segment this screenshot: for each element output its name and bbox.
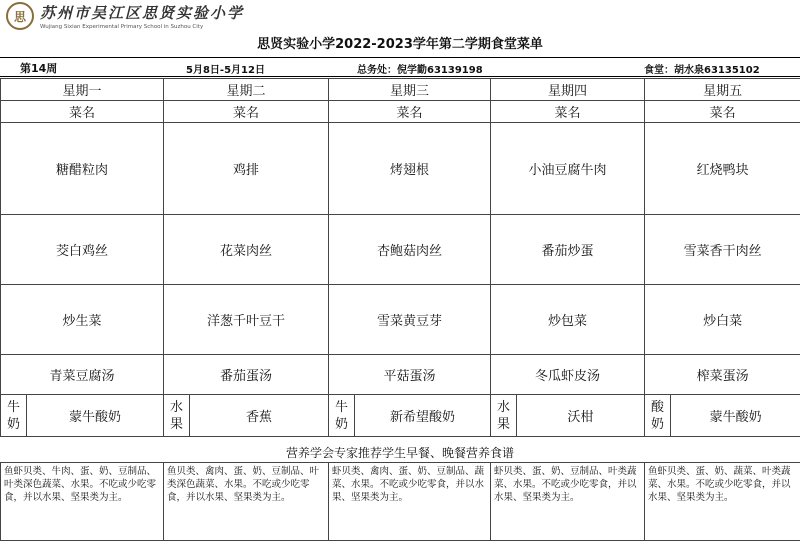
nutrition-notes-table <box>0 462 800 541</box>
veg-dish-row <box>1 285 800 355</box>
second-dish: 花菜肉丝 <box>164 215 329 285</box>
dish-label-row <box>1 101 800 123</box>
office-contact: 总务处：倪学勤63139198 <box>357 65 483 76</box>
extra-type: 水果 <box>164 395 190 437</box>
extra-item: 新希望酸奶 <box>355 395 491 437</box>
menu-table <box>0 78 800 437</box>
extra-item: 沃柑 <box>517 395 645 437</box>
soup: 番茄蛋汤 <box>164 355 329 395</box>
extra-type: 牛奶 <box>1 395 27 437</box>
school-name-en: Wujiang Sixian Experimental Primary School in Suzhou City <box>40 24 204 30</box>
week-label: 第14周 <box>20 62 58 75</box>
nutrition-note: 鱼贝类、禽肉、蛋、奶、豆制品、叶类深色蔬菜、水果。不吃或少吃零食，并以水果、坚果类为主。 <box>164 463 329 541</box>
school-name-cn: 苏州市吴江区思贤实验小学 <box>40 4 245 22</box>
veg-dish: 洋葱千叶豆干 <box>164 285 329 355</box>
veg-dish: 炒生菜 <box>1 285 164 355</box>
second-dish: 茭白鸡丝 <box>1 215 164 285</box>
second-dish-row <box>1 215 800 285</box>
nutrition-title: 营养学会专家推荐学生早餐、晚餐营养食谱 <box>285 446 514 460</box>
main-dish: 鸡排 <box>164 123 329 215</box>
main-dish: 红烧鸭块 <box>645 123 800 215</box>
second-dish: 雪菜香干肉丝 <box>645 215 800 285</box>
veg-dish: 炒白菜 <box>645 285 800 355</box>
extra-item: 蒙牛酸奶 <box>671 395 800 437</box>
dish-label: 菜名 <box>164 101 329 123</box>
date-range: 5月8日-5月12日 <box>186 65 265 76</box>
dish-label: 菜名 <box>645 101 800 123</box>
day-header: 星期四 <box>491 79 645 101</box>
soup: 平菇蛋汤 <box>329 355 491 395</box>
nutrition-note: 鱼虾贝类、蛋、奶、蔬菜、叶类蔬菜、水果。不吃或少吃零食，并以水果、坚果类为主。 <box>645 463 800 541</box>
extra-type: 牛奶 <box>329 395 355 437</box>
nutrition-note: 虾贝类、禽肉、蛋、奶、豆制品、蔬菜、水果。不吃或少吃零食，并以水果、坚果类为主。 <box>329 463 491 541</box>
day-header: 星期二 <box>164 79 329 101</box>
info-row <box>0 57 800 77</box>
dish-label: 菜名 <box>1 101 164 123</box>
day-header-row <box>1 79 800 101</box>
school-seal-icon: 思 <box>6 2 34 30</box>
extra-type: 酸奶 <box>645 395 671 437</box>
soup: 冬瓜虾皮汤 <box>491 355 645 395</box>
soup: 榨菜蛋汤 <box>645 355 800 395</box>
school-logo <box>6 2 244 30</box>
dish-label: 菜名 <box>329 101 491 123</box>
school-name-block <box>40 2 244 30</box>
veg-dish: 炒包菜 <box>491 285 645 355</box>
main-dish: 糖醋粒肉 <box>1 123 164 215</box>
extra-item: 蒙牛酸奶 <box>27 395 164 437</box>
nutrition-notes-row <box>1 463 800 541</box>
header <box>0 0 800 36</box>
second-dish: 杏鲍菇肉丝 <box>329 215 491 285</box>
extra-type: 水果 <box>491 395 517 437</box>
extra-item: 香蕉 <box>190 395 329 437</box>
veg-dish: 雪菜黄豆芽 <box>329 285 491 355</box>
canteen-contact: 食堂：胡水泉63135102 <box>644 65 760 76</box>
nutrition-note: 鱼虾贝类、牛肉、蛋、奶、豆制品、叶类深色蔬菜、水果。不吃或少吃零食，并以水果、坚果类为主。 <box>1 463 164 541</box>
soup: 青菜豆腐汤 <box>1 355 164 395</box>
main-dish: 小油豆腐牛肉 <box>491 123 645 215</box>
day-header: 星期一 <box>1 79 164 101</box>
soup-row <box>1 355 800 395</box>
day-header: 星期三 <box>329 79 491 101</box>
nutrition-note: 虾贝类、蛋、奶、豆制品、叶类蔬菜、水果。不吃或少吃零食，并以水果、坚果类为主。 <box>491 463 645 541</box>
main-dish: 烤翅根 <box>329 123 491 215</box>
main-dish-row <box>1 123 800 215</box>
day-header: 星期五 <box>645 79 800 101</box>
second-dish: 番茄炒蛋 <box>491 215 645 285</box>
dish-label: 菜名 <box>491 101 645 123</box>
page-title: 思贤实验小学2022-2023学年第二学期食堂菜单 <box>257 37 543 52</box>
extras-row <box>1 395 800 437</box>
